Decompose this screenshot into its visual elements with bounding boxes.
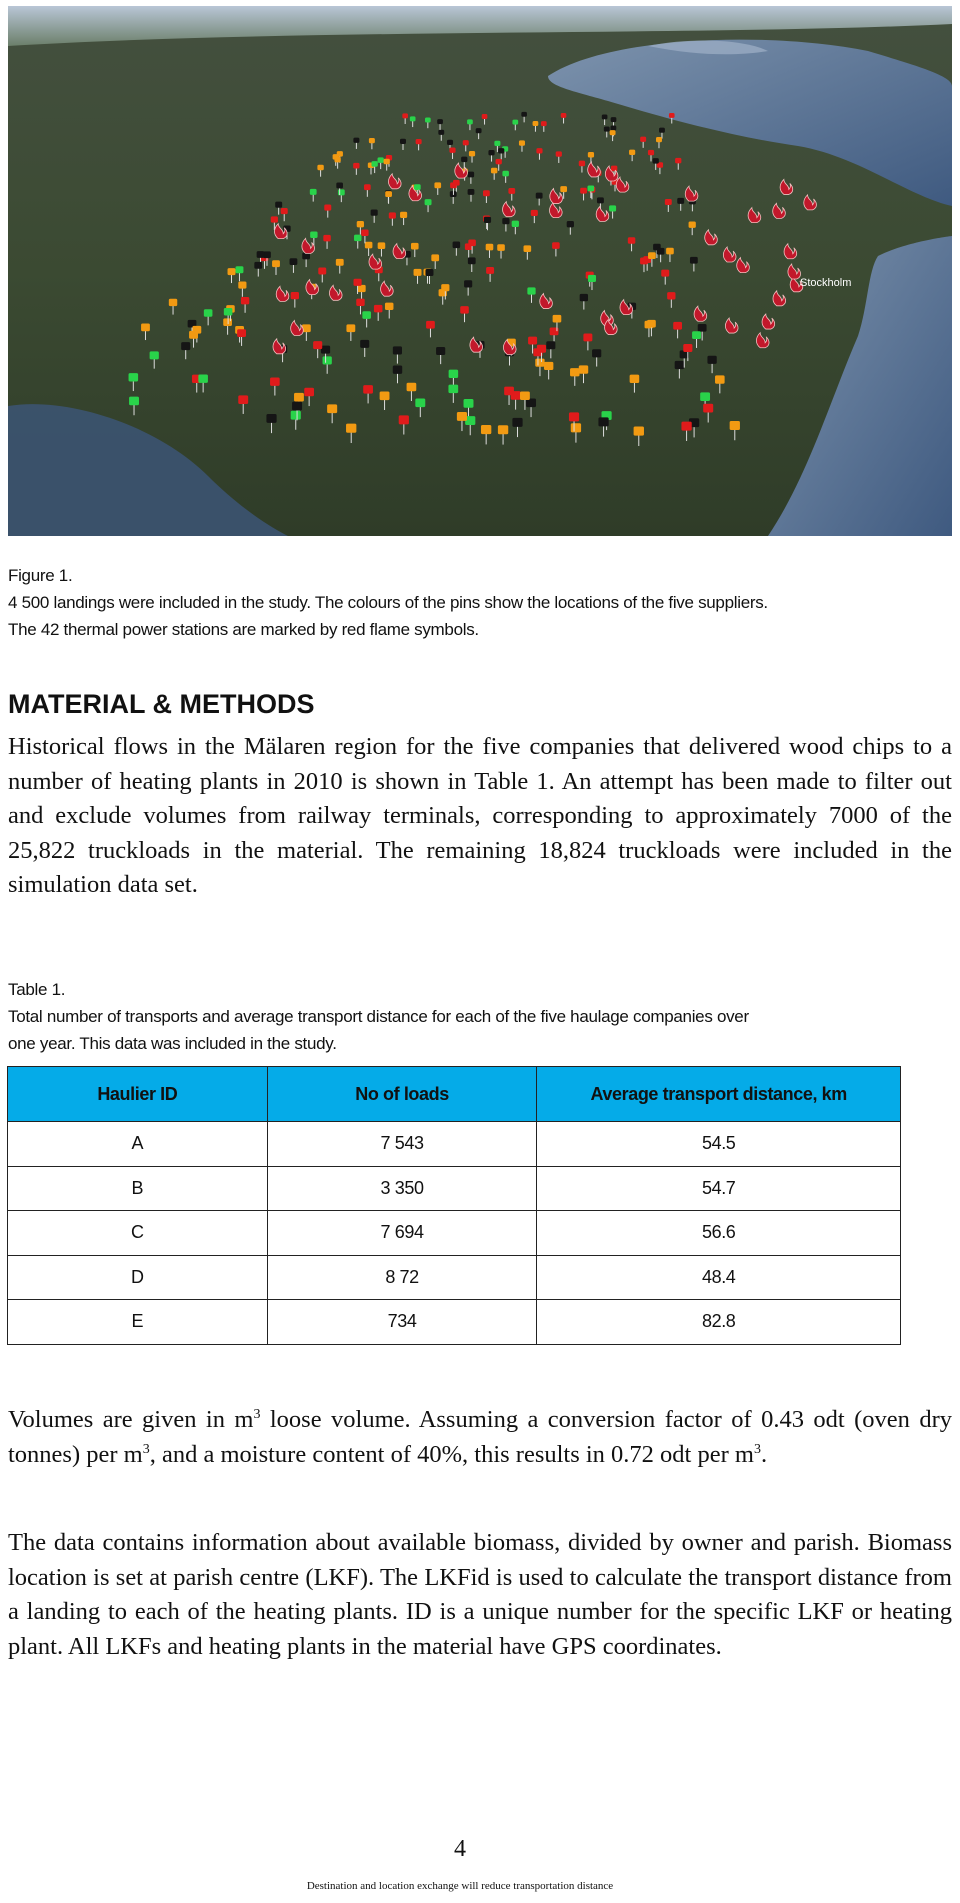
- page-footer: Destination and location exchange will reduce transportation distance: [306, 1880, 614, 1892]
- cell-haulier-id: E: [8, 1300, 268, 1345]
- table-row: [8, 1255, 901, 1300]
- satellite-map: [8, 6, 952, 536]
- cell-haulier-id: A: [8, 1122, 268, 1167]
- table-caption-line-1: Total number of transports and average transport distance for each of the five haulage companies over: [8, 1007, 749, 1026]
- table-row: [8, 1122, 901, 1167]
- data-paragraph: The data contains information about available biomass, divided by owner and parish. Biomass location is set at parish centre (LKF). The LKFid is used to calculate the transport distance from a landing to each of the heating plants. ID is a unique number for the specific LKF or heating plant. All LKFs and heating plants in the material have GPS coordinates.: [8, 1529, 952, 1660]
- table-row: [8, 1166, 901, 1211]
- superscript: 3: [253, 1406, 261, 1422]
- header-average-distance: Average transport distance, km: [537, 1067, 901, 1122]
- volumes-text-2: loose volume. Assuming a conversion factor of 0.43 odt (oven dry tonnes) per m: [8, 1406, 952, 1468]
- cell-loads: 8 72: [267, 1255, 537, 1300]
- cell-distance: 54.5: [537, 1122, 901, 1167]
- header-haulier-id: Haulier ID: [8, 1067, 268, 1122]
- table-caption-line-2: one year. This data was included in the study.: [8, 1034, 337, 1053]
- table-header-row: [8, 1067, 901, 1122]
- table-row: [8, 1300, 901, 1345]
- figure-caption: [8, 562, 948, 643]
- cell-distance: 56.6: [537, 1211, 901, 1256]
- table-row: [8, 1211, 901, 1256]
- volumes-text-4: .: [760, 1440, 768, 1468]
- superscript: 3: [142, 1441, 150, 1457]
- header-no-of-loads: No of loads: [267, 1067, 537, 1122]
- figure-caption-line-1: 4 500 landings were included in the study. The colours of the pins show the locations of the five suppliers.: [8, 593, 768, 612]
- cell-loads: 7 694: [267, 1211, 537, 1256]
- map-figure: [8, 6, 952, 536]
- map-city-label: Stockholm: [800, 277, 852, 289]
- volumes-paragraph: [8, 1403, 952, 1472]
- cell-distance: 54.7: [537, 1166, 901, 1211]
- volumes-text-3: , and a moisture content of 40%, this results in 0.72 odt per m: [149, 1440, 754, 1468]
- cell-loads: 734: [267, 1300, 537, 1345]
- cell-distance: 82.8: [537, 1300, 901, 1345]
- table-label: Table 1.: [8, 980, 66, 999]
- cell-loads: 7 543: [267, 1122, 537, 1167]
- superscript: 3: [753, 1441, 761, 1457]
- methods-paragraph: Historical flows in the Mälaren region for the five companies that delivered wood chips to a number of heating plants in 2010 is shown in Table 1. An attempt has been made to filter out and exclude volumes from railway terminals, corresponding to approximately 7000 of the 25,822 truckloads in the material. The remaining 18,824 truckloads were included in the simulation data set.: [8, 733, 952, 898]
- cell-haulier-id: D: [8, 1255, 268, 1300]
- figure-label: Figure 1.: [8, 566, 73, 585]
- volumes-text-1: Volumes are given in m: [8, 1406, 254, 1433]
- cell-loads: 3 350: [267, 1166, 537, 1211]
- cell-distance: 48.4: [537, 1255, 901, 1300]
- table-caption: [8, 976, 948, 1057]
- page-number: 4: [454, 1836, 466, 1862]
- cell-haulier-id: B: [8, 1166, 268, 1211]
- section-heading: MATERIAL & METHODS: [8, 689, 315, 719]
- figure-caption-line-2: The 42 thermal power stations are marked by red flame symbols.: [8, 620, 479, 639]
- haulier-table: [7, 1066, 901, 1345]
- cell-haulier-id: C: [8, 1211, 268, 1256]
